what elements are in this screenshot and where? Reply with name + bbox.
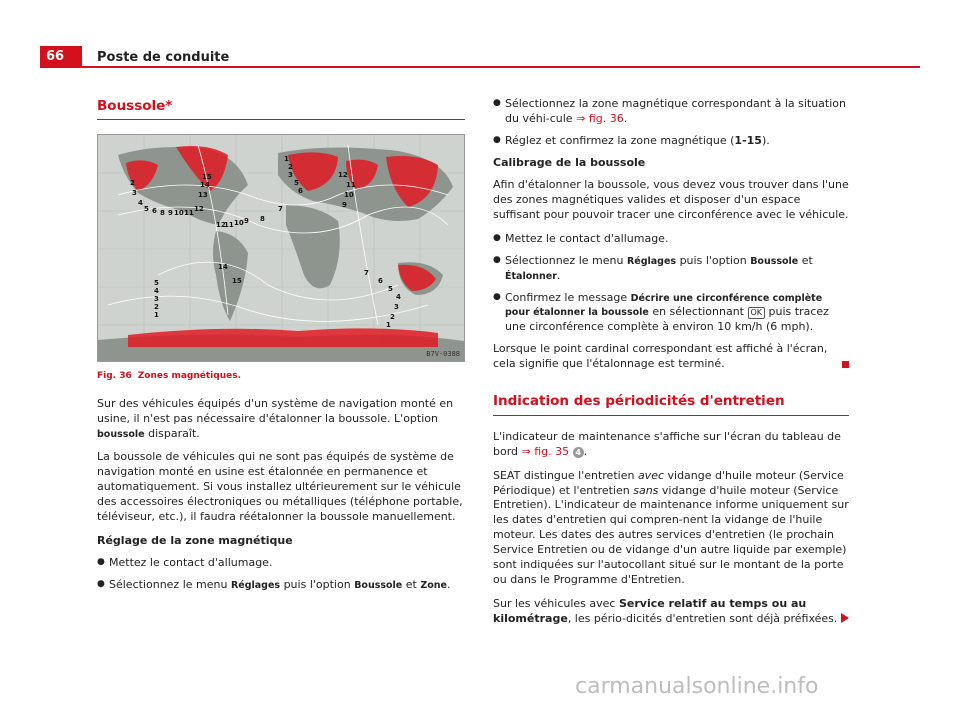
bullet-select-zone-menu <box>97 578 465 593</box>
svg-text:1: 1 <box>386 321 391 330</box>
svg-text:10: 10 <box>344 191 354 200</box>
svg-text:2: 2 <box>390 313 395 322</box>
magnetic-zones-map <box>97 134 465 362</box>
service-term: Service relatif au temps ou au kilométrage <box>493 597 807 626</box>
text-run: en sélectionnant <box>648 305 748 319</box>
text-run: , les pério-dicités d'entretien sont déjà préfixées. <box>567 612 838 626</box>
bullet-confirm-message <box>493 291 849 336</box>
svg-text:12: 12 <box>216 221 226 230</box>
menu-term: Réglages <box>230 580 281 592</box>
caption-text: Zones magnétiques. <box>137 371 241 382</box>
text-run: . <box>623 111 628 125</box>
svg-text:2: 2 <box>154 303 159 312</box>
svg-text:8: 8 <box>160 209 165 218</box>
figure-link[interactable]: ⇒ fig. 36 <box>576 111 624 125</box>
section-rule-2 <box>493 415 849 416</box>
svg-text:4: 4 <box>138 199 143 208</box>
text-run: . <box>583 444 588 458</box>
text-run: puis l'option <box>676 253 751 267</box>
svg-text:1: 1 <box>154 311 159 320</box>
svg-text:5: 5 <box>154 279 159 288</box>
subheading-calibration: Calibrage de la boussole <box>493 155 646 169</box>
text-run: . <box>446 578 451 592</box>
text-run: ). <box>761 133 770 147</box>
svg-text:5: 5 <box>144 205 149 214</box>
svg-text:2: 2 <box>288 163 293 172</box>
emphasis: sans <box>633 483 659 497</box>
svg-text:7: 7 <box>278 205 283 214</box>
svg-text:11: 11 <box>224 221 234 230</box>
menu-term: Boussole <box>354 580 403 592</box>
svg-text:15: 15 <box>202 173 212 182</box>
section-title-maintenance: Indication des périodicités d'entretien <box>493 393 785 410</box>
paragraph-calibration-auto: La boussole de véhicules qui ne sont pas équipés de système de navigation monté en usine est étalonnée en permanence et automatiquement. Si vous installez ultérieurement sur le véhicule des accessoires électroniques ou métalliques (téléphone portable, téléviseur, etc.), il faudra réétalonner la boussole manuellement. <box>97 450 463 524</box>
svg-text:3: 3 <box>288 171 293 180</box>
callout-number-icon: 4 <box>573 447 584 458</box>
svg-text:14: 14 <box>218 263 228 272</box>
svg-text:6: 6 <box>152 207 157 216</box>
svg-text:11: 11 <box>184 209 194 218</box>
ok-key-icon: OK <box>748 307 766 319</box>
svg-text:5: 5 <box>294 179 299 188</box>
text-run: SEAT distingue l'entretien <box>493 468 638 482</box>
section-rule <box>97 119 465 120</box>
paragraph-calibration-intro: Afin d'étalonner la boussole, vous devez vous trouver dans l'une des zones magnétiques valides et disposer d'un espace suffisant pour pouvoir tracer une circonférence avec le véhicule. <box>493 177 849 221</box>
text-run: vidange d'huile moteur (Service Périodique) et l'entretien <box>493 468 844 497</box>
right-column <box>493 97 849 636</box>
svg-text:12: 12 <box>338 171 348 180</box>
header-rule <box>40 66 920 68</box>
svg-text:8: 8 <box>260 215 265 224</box>
svg-text:15: 15 <box>232 277 242 286</box>
svg-text:5: 5 <box>388 285 393 294</box>
text-run: puis tracez une circonférence complète à environ 10 km/h (6 mph). <box>505 305 829 334</box>
text-run: Sélectionnez la zone magnétique correspondant à la situation du véhi-cule <box>505 97 846 125</box>
svg-text:10: 10 <box>174 209 184 218</box>
svg-text:4: 4 <box>154 287 159 296</box>
figure-code: B7V-0388 <box>426 349 460 358</box>
menu-term: Boussole <box>750 255 799 267</box>
svg-text:13: 13 <box>198 191 208 200</box>
svg-text:4: 4 <box>396 293 401 302</box>
svg-text:9: 9 <box>342 201 347 210</box>
subheading-zone-setting: Réglage de la zone magnétique <box>97 534 293 548</box>
text-run: Sur les véhicules avec <box>493 597 619 611</box>
menu-term: Zone <box>420 580 447 592</box>
svg-text:1: 1 <box>284 155 289 164</box>
end-of-section-icon <box>842 361 849 368</box>
text-run: vidange d'huile moteur (Service Entretien). L'indicateur de maintenance informe uniquement sur les dates d'entretien qui compren-nent la vidange de l'huile moteur. Les dates des autres services d'entretien (le prochain Service Entretien ou de vidange d'un autre liquide par exemple) sont indiquées sur l'autocollant situé sur le montant de la porte ou dans le Programme d'Entretien. <box>493 483 849 587</box>
zone-range: 1-15 <box>734 133 762 147</box>
svg-text:2: 2 <box>130 179 135 188</box>
svg-text:12: 12 <box>194 205 204 214</box>
svg-text:3: 3 <box>394 303 399 312</box>
watermark: carmanualsonline.info <box>575 674 819 699</box>
display-message: Décrire une circonférence complète pour étalonner la boussole <box>505 292 823 319</box>
figure-link[interactable]: ⇒ fig. 35 <box>521 444 570 458</box>
emphasis: avec <box>637 468 665 482</box>
text-run: Sur des véhicules équipés d'un système de navigation monté en usine, il n'est pas nécessaire d'étalonner la boussole. L'option <box>97 396 454 425</box>
bullet-confirm-zone <box>493 134 849 149</box>
svg-text:11: 11 <box>346 181 356 190</box>
svg-text:14: 14 <box>200 181 210 190</box>
bullet-select-magnetic-zone <box>493 97 849 127</box>
bullet-ignition: ● Mettez le contact d'allumage. <box>97 556 465 571</box>
svg-text:9: 9 <box>168 209 173 218</box>
menu-term-boussole: boussole <box>97 428 145 440</box>
paragraph-seat-services <box>493 469 849 589</box>
text-run: disparaît. <box>144 426 200 440</box>
svg-text:7: 7 <box>364 269 369 278</box>
section-title-compass: Boussole* <box>97 98 173 114</box>
svg-text:3: 3 <box>154 295 159 304</box>
menu-term: Étalonner <box>505 270 557 282</box>
text-run: Sélectionnez le menu <box>109 578 231 592</box>
text-run: . <box>556 268 561 282</box>
svg-text:6: 6 <box>378 277 383 286</box>
text-run: Confirmez le message <box>505 290 631 304</box>
bullet-select-calibrate-menu <box>493 254 849 284</box>
menu-term: Réglages <box>626 255 677 267</box>
text-run: et <box>798 253 813 267</box>
page-header-title: Poste de conduite <box>97 50 230 65</box>
paragraph-navigation <box>97 397 465 442</box>
caption-label: Fig. 36 <box>97 371 132 382</box>
text-run: puis l'option <box>280 578 355 592</box>
paragraph-maintenance-indicator <box>493 430 849 460</box>
svg-text:9: 9 <box>244 217 249 226</box>
page-number: 66 <box>40 46 82 68</box>
paragraph-calibration-done <box>493 342 849 372</box>
text-run: Lorsque le point cardinal correspondant est affiché à l'écran, cela signifie que l'étalonnage est terminé. <box>493 342 828 371</box>
text-run: Sélectionnez le menu <box>505 253 627 267</box>
bullet-ignition-2: ● Mettez le contact d'allumage. <box>493 232 849 247</box>
left-column <box>97 97 465 600</box>
text-run: et <box>402 578 421 592</box>
continue-arrow-icon <box>841 613 849 623</box>
text-run: Réglez et confirmez la zone magnétique ( <box>505 133 735 147</box>
svg-text:6: 6 <box>298 187 303 196</box>
text-run: L'indicateur de maintenance s'affiche sur l'écran du tableau de bord <box>493 429 841 458</box>
svg-text:10: 10 <box>234 219 244 228</box>
figure-caption <box>97 370 465 382</box>
paragraph-time-mileage <box>493 597 849 627</box>
svg-text:3: 3 <box>132 189 137 198</box>
world-map-illustration <box>98 135 464 361</box>
